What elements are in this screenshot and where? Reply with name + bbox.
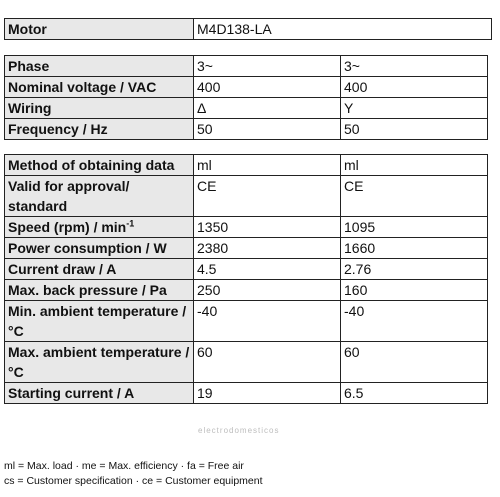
- starting-current-value-1: 19: [194, 383, 341, 404]
- phase-label: Phase: [5, 56, 194, 77]
- frequency-value-2: 50: [341, 119, 488, 140]
- footnote-load: ml = Max. load · me = Max. efficiency · fa = Free air: [4, 460, 244, 472]
- table-row: [5, 383, 488, 404]
- approval-label: Valid for approval/ standard: [5, 176, 194, 217]
- back-pressure-value-2: 160: [341, 280, 488, 301]
- current-value-1: 4.5: [194, 259, 341, 280]
- table-row: [5, 155, 488, 176]
- max-temp-label: Max. ambient temperature / °C: [5, 342, 194, 383]
- frequency-value-1: 50: [194, 119, 341, 140]
- method-label: Method of obtaining data: [5, 155, 194, 176]
- table-row: [5, 19, 492, 40]
- phase-value-2: 3~: [341, 56, 488, 77]
- speed-label-exponent: -1: [126, 218, 135, 229]
- current-label: Current draw / A: [5, 259, 194, 280]
- voltage-value-2: 400: [341, 77, 488, 98]
- table-row: [5, 259, 488, 280]
- table-row: [5, 77, 488, 98]
- table-row: [5, 176, 488, 217]
- min-temp-label: Min. ambient temperature / °C: [5, 301, 194, 342]
- method-value-2: ml: [341, 155, 488, 176]
- wiring-value-1: Δ: [194, 98, 341, 119]
- speed-value-2: 1095: [341, 217, 488, 238]
- current-value-2: 2.76: [341, 259, 488, 280]
- approval-value-2: CE: [341, 176, 488, 217]
- phase-value-1: 3~: [194, 56, 341, 77]
- back-pressure-label: Max. back pressure / Pa: [5, 280, 194, 301]
- watermark: electrodomesticos: [198, 426, 280, 435]
- power-value-2: 1660: [341, 238, 488, 259]
- starting-current-value-2: 6.5: [341, 383, 488, 404]
- power-label: Power consumption / W: [5, 238, 194, 259]
- table-row: [5, 98, 488, 119]
- max-temp-value-1: 60: [194, 342, 341, 383]
- min-temp-value-2: -40: [341, 301, 488, 342]
- motor-table: [4, 18, 492, 40]
- table-row: [5, 342, 488, 383]
- wiring-value-2: Y: [341, 98, 488, 119]
- voltage-label: Nominal voltage / VAC: [5, 77, 194, 98]
- starting-current-label: Starting current / A: [5, 383, 194, 404]
- table-row: [5, 301, 488, 342]
- voltage-value-1: 400: [194, 77, 341, 98]
- speed-label: [5, 217, 194, 238]
- performance-table: [4, 154, 488, 404]
- table-row: [5, 119, 488, 140]
- motor-label: Motor: [5, 19, 194, 40]
- back-pressure-value-1: 250: [194, 280, 341, 301]
- table-row: [5, 217, 488, 238]
- table-row: [5, 280, 488, 301]
- wiring-label: Wiring: [5, 98, 194, 119]
- motor-value: M4D138-LA: [194, 19, 492, 40]
- speed-label-text: Speed (rpm) / min: [8, 219, 127, 235]
- method-value-1: ml: [194, 155, 341, 176]
- frequency-label: Frequency / Hz: [5, 119, 194, 140]
- min-temp-value-1: -40: [194, 301, 341, 342]
- power-value-1: 2380: [194, 238, 341, 259]
- table-row: [5, 56, 488, 77]
- table-row: [5, 238, 488, 259]
- footnote-customer: cs = Customer specification · ce = Customer equipment: [4, 475, 263, 487]
- electrical-table: [4, 55, 488, 140]
- speed-value-1: 1350: [194, 217, 341, 238]
- approval-value-1: CE: [194, 176, 341, 217]
- max-temp-value-2: 60: [341, 342, 488, 383]
